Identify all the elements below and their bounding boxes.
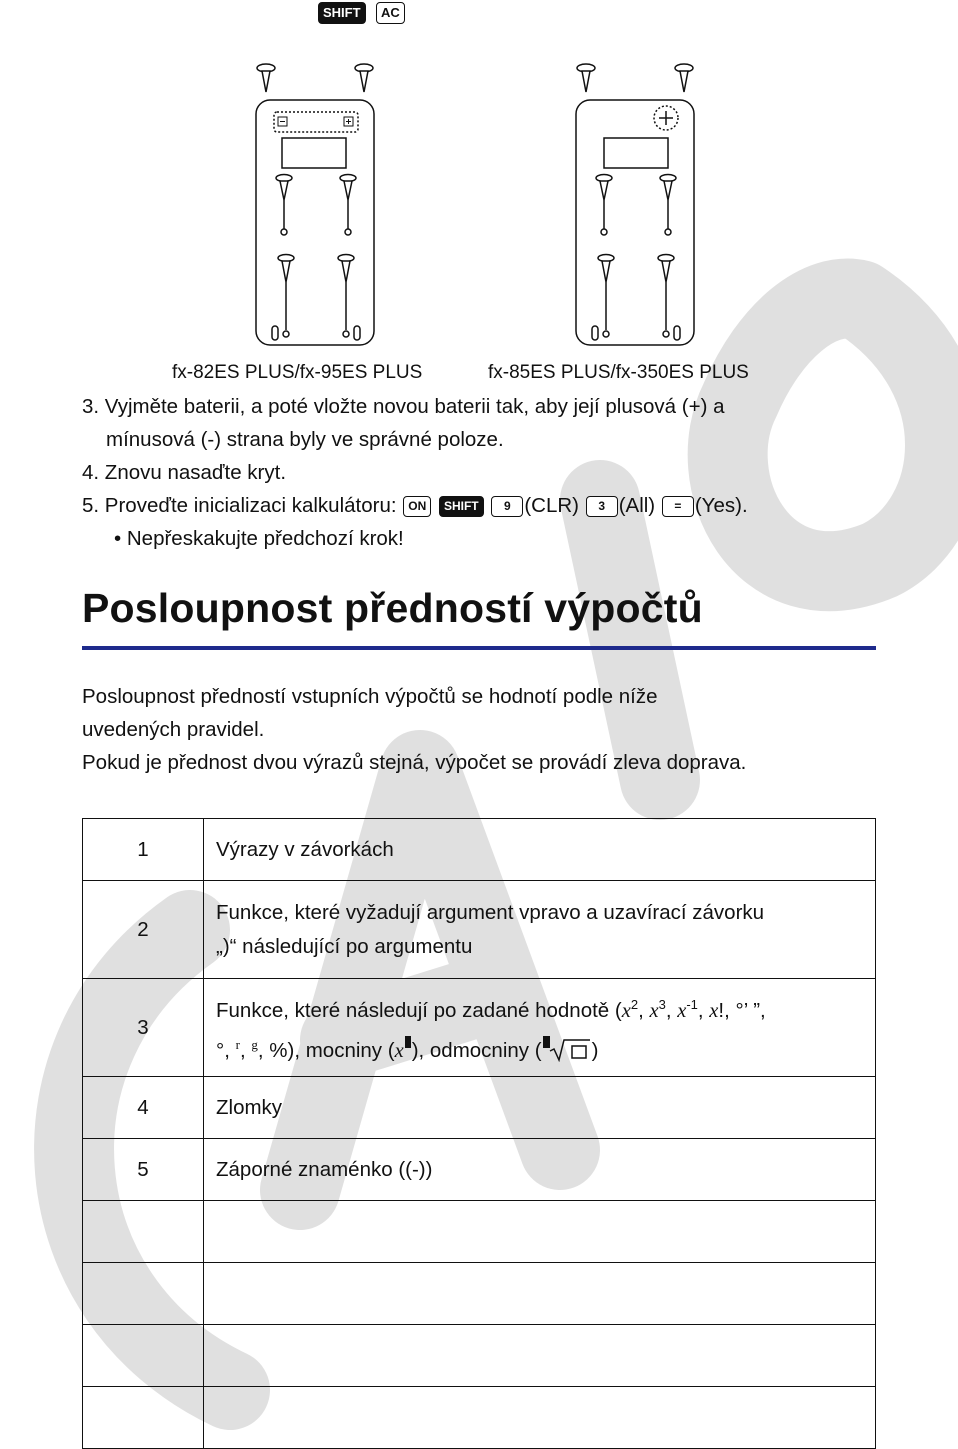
equals-key-icon: = [662,496,694,517]
figure-caption-left: fx-82ES PLUS/fx-95ES PLUS [172,362,423,383]
row-text-part: %), mocniny ( [269,1038,395,1062]
nine-key-icon: 9 [491,496,523,517]
screw-icon [577,64,595,92]
row-text-part: ), odmocniny ( [411,1038,542,1062]
row-text [204,1201,876,1263]
top-key-row [318,2,411,24]
yes-label: (Yes). [694,494,748,517]
x-symbol: x [709,999,719,1022]
degree-symbol: ° [216,1038,225,1062]
row-number [83,1387,204,1449]
grad-symbol: g [251,1036,258,1052]
superscript: -1 [686,996,698,1012]
intro-line-3: Pokud je přednost dvou výrazů stejná, výpočet se provádí zleva doprava. [82,751,747,774]
table-row [83,979,876,1077]
row-number [83,1263,204,1325]
screw-icon [675,64,693,92]
x-symbol: x [621,999,631,1022]
row-text [204,1325,876,1387]
battery-steps [82,390,902,555]
table-row [83,1201,876,1263]
clr-label: (CLR) [524,494,579,517]
row-number: 2 [83,881,204,979]
row-text [204,1263,876,1325]
screw-icon [355,64,373,92]
calculator-back-diagram-right [570,60,700,350]
row-text [204,1387,876,1449]
row-number: 3 [83,979,204,1077]
shift-key-icon: SHIFT [439,496,484,517]
radian-symbol: r [235,1036,240,1052]
intro-paragraph [82,680,902,779]
table-row [83,881,876,979]
intro-line-2: uvedených pravidel. [82,718,265,741]
row-text: Výrazy v závorkách [204,819,876,881]
step-5-note: • Nepřeskakujte předchozí krok! [114,527,404,550]
row-text: Záporné znaménko ((-)) [204,1139,876,1201]
table-row [83,1139,876,1201]
row-text-line-1: Funkce, které vyžadují argument vpravo a uzavírací závorku [216,900,765,924]
table-row [83,1325,876,1387]
root-template-icon [542,1036,592,1062]
shift-key-icon: SHIFT [318,2,366,24]
x-symbol: x [677,999,687,1022]
table-row [83,1387,876,1449]
intro-line-1: Posloupnost předností vstupních výpočtů se hodnotí podle níže [82,685,658,708]
step-4: 4. Znovu nasaďte kryt. [82,461,287,484]
table-row [83,819,876,881]
superscript: 2 [630,996,639,1012]
row-number: 5 [83,1139,204,1201]
row-text: Zlomky [204,1077,876,1139]
row-number [83,1201,204,1263]
three-key-icon: 3 [586,496,618,517]
section-heading: Posloupnost předností výpočtů [82,585,703,631]
step-5-text: 5. Proveďte inicializaci kalkulátoru: [82,494,397,517]
step-5 [82,489,902,522]
x-symbol: x [394,1039,404,1062]
table-row [83,1077,876,1139]
calculator-back-diagram-left [250,60,380,350]
row-text-line-2: „)“ následující po argumentu [216,934,473,958]
ac-key-icon: AC [376,2,405,24]
screw-icon [257,64,275,92]
precedence-table [82,818,876,1449]
row-text-part: ) [591,1038,599,1062]
dms-symbol: °’ ” [735,998,761,1022]
superscript: 3 [658,996,666,1012]
row-text: Funkce, které následují po zadané hodnotě ($x^2$, $x^3$, $x^{-1}$, x!, °’ ”, °, $^r$, $^g$, %), mocniny (x ), odmocniny ( ) [204,979,876,1077]
factorial-symbol: ! [718,998,725,1022]
x-symbol: x [649,999,659,1022]
row-number: 4 [83,1077,204,1139]
row-text-part: Funkce, které následují po zadané hodnotě ( [216,998,622,1022]
heading-rule [82,646,876,650]
row-number [83,1325,204,1387]
power-placeholder-icon [404,1036,412,1050]
table-row [83,1263,876,1325]
figure-caption-right: fx-85ES PLUS/fx-350ES PLUS [488,362,749,383]
step-3-line-1: 3. Vyjměte baterii, a poté vložte novou baterii tak, aby její plusová (+) a [82,395,725,418]
row-number: 1 [83,819,204,881]
step-3-line-2: mínusová (-) strana byly ve správné poloze. [106,428,504,451]
row-text [204,881,876,979]
on-key-icon: ON [403,496,431,517]
all-label: (All) [618,494,656,517]
